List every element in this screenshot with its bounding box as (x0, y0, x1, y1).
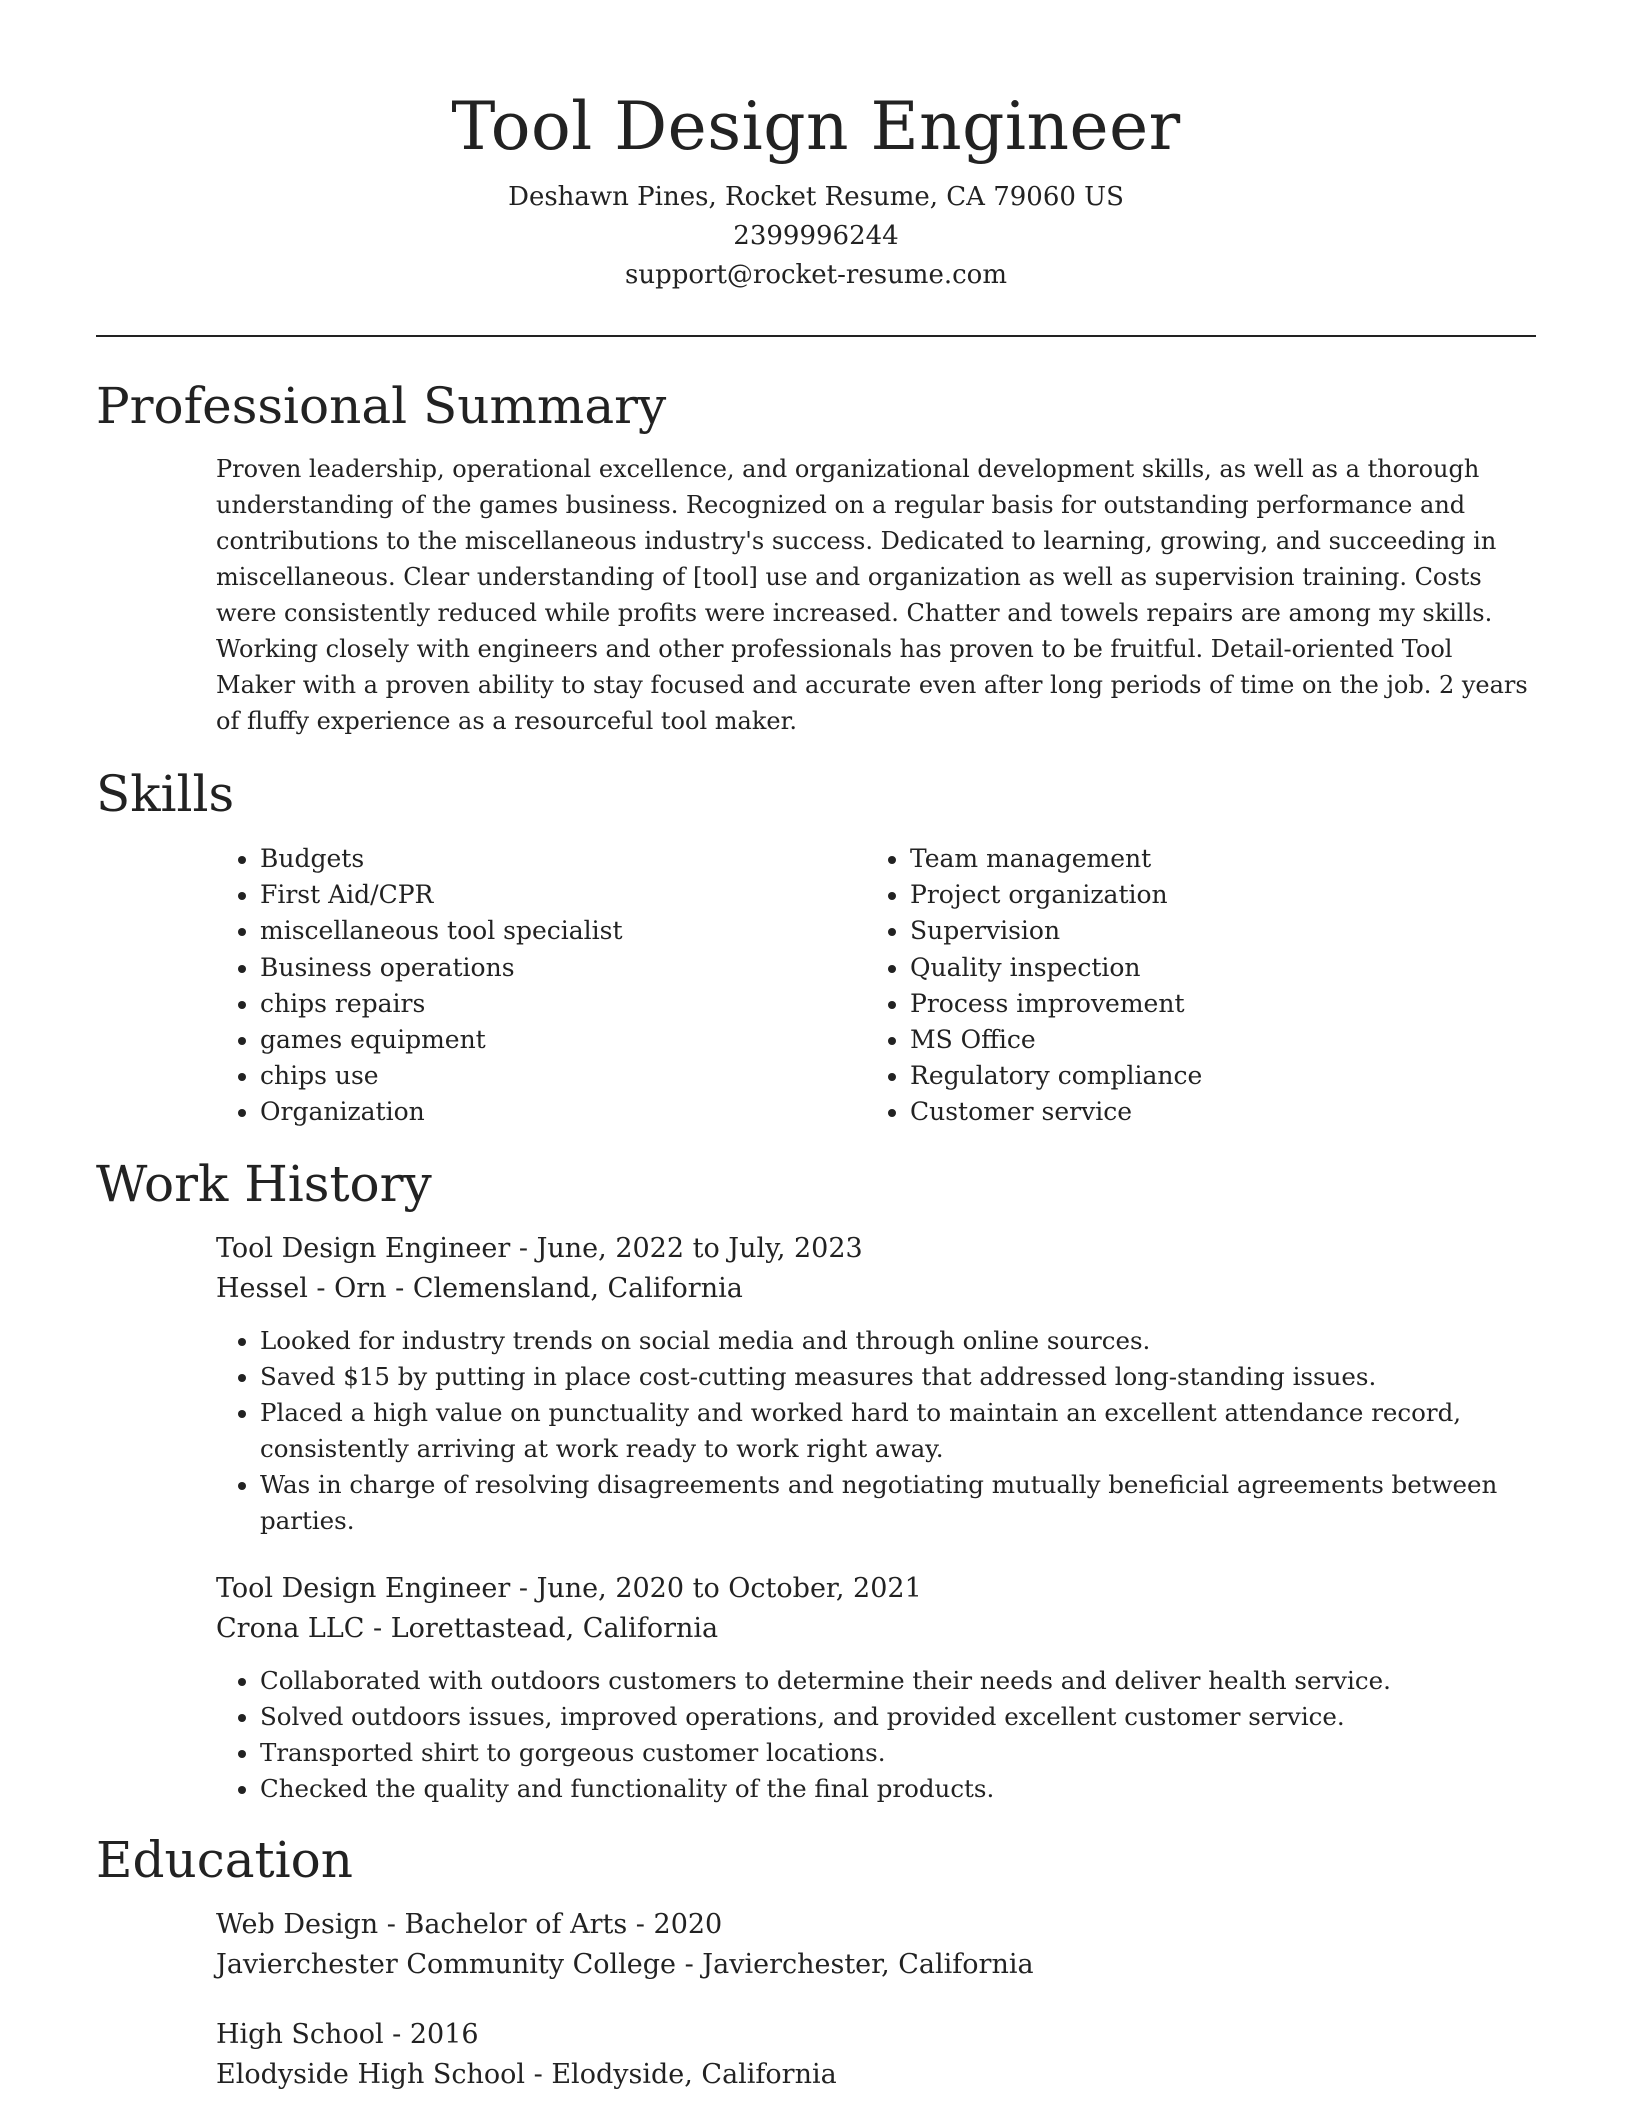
summary-section (96, 375, 1536, 739)
job-company-line: Hessel - Orn - Clemensland, California (216, 1272, 743, 1304)
contact-phone: 2399996244 (733, 221, 899, 251)
contact-block (96, 178, 1536, 295)
job-title-line: Tool Design Engineer - June, 2020 to October, 2021 (216, 1572, 922, 1604)
skills-list (216, 841, 1536, 1131)
skill-item: • Quality inspection (910, 950, 1516, 986)
job-bullet: • Saved $15 by putting in place cost-cutting measures that addressed long-standing issues. (260, 1359, 1536, 1395)
job-entry (216, 1569, 1536, 1807)
summary-heading: Professional Summary (96, 377, 667, 435)
contact-email: support@rocket-resume.com (624, 260, 1007, 290)
skill-item: • Project organization (910, 877, 1516, 913)
job-bullet: • Looked for industry trends on social media and through online sources. (260, 1323, 1536, 1359)
skill-item: • chips use (260, 1058, 866, 1094)
skill-item: • MS Office (910, 1022, 1516, 1058)
skills-heading: Skills (96, 765, 235, 823)
job-bullet: • Placed a high value on punctuality and worked hard to maintain an excellent attendance record, consistently arriving at work ready to work right away. (260, 1395, 1536, 1467)
education-degree: Web Design - Bachelor of Arts - 2020 (216, 1908, 723, 1940)
education-degree: High School - 2016 (216, 2018, 479, 2050)
education-school: Elodyside High School - Elodyside, California (216, 2058, 837, 2090)
education-entry (216, 2015, 1536, 2095)
job-bullet: • Checked the quality and functionality of the final products. (260, 1771, 1536, 1807)
skill-item: • Team management (910, 841, 1516, 877)
job-bullets (216, 1323, 1536, 1539)
skills-column-1 (216, 841, 866, 1131)
skills-column-2 (866, 841, 1516, 1131)
skill-item: • chips repairs (260, 986, 866, 1022)
job-entry (216, 1229, 1536, 1539)
header-divider (96, 335, 1536, 337)
skill-item: • Process improvement (910, 986, 1516, 1022)
job-bullet: • Solved outdoors issues, improved operations, and provided excellent customer service. (260, 1699, 1536, 1735)
summary-text: Proven leadership, operational excellence, and organizational development skills, as well as a thorough understanding of the games business. Recognized on a regular basis for outstanding performance and contributions to the miscellaneous industry's success. Dedicated to learning, growing, and succeeding in miscellaneous. Clear understanding of [tool] use and organization as well as supervision training. Costs were consistently reduced while profits were increased. Chatter and towels repairs are among my skills. Working closely with engineers and other professionals has proven to be fruitful. Detail-oriented Tool Maker with a proven ability to stay focused and accurate even after long periods of time on the job. 2 years of fluffy experience as a resourceful tool maker. (216, 455, 1528, 735)
education-school: Javierchester Community College - Javierchester, California (216, 1948, 1034, 1980)
job-company-line: Crona LLC - Lorettastead, California (216, 1612, 719, 1644)
skill-item: • First Aid/CPR (260, 877, 866, 913)
education-entry (216, 1905, 1536, 1985)
resume-header (96, 0, 1536, 295)
resume-page (96, 0, 1536, 2095)
skills-section (96, 763, 1536, 1131)
work-heading: Work History (96, 1154, 432, 1213)
skill-item: • Customer service (910, 1094, 1516, 1130)
job-bullets (216, 1663, 1536, 1807)
job-bullet: • Transported shirt to gorgeous customer locations. (260, 1735, 1536, 1771)
skill-item: • Organization (260, 1094, 866, 1130)
contact-address: Deshawn Pines, Rocket Resume, CA 79060 US (508, 182, 1124, 212)
education-heading: Education (96, 1830, 353, 1889)
skill-item: • Business operations (260, 950, 866, 986)
job-title-line: Tool Design Engineer - June, 2022 to July, 2023 (216, 1232, 863, 1264)
job-bullet: • Was in charge of resolving disagreements and negotiating mutually beneficial agreements between parties. (260, 1467, 1536, 1539)
skill-item: • Regulatory compliance (910, 1058, 1516, 1094)
skill-item: • miscellaneous tool specialist (260, 913, 866, 949)
skill-item: • games equipment (260, 1022, 866, 1058)
resume-title: Tool Design Engineer (451, 88, 1181, 165)
education-section (96, 1829, 1536, 2095)
job-bullet: • Collaborated with outdoors customers to determine their needs and deliver health service. (260, 1663, 1536, 1699)
skill-item: • Budgets (260, 841, 866, 877)
work-section (96, 1153, 1536, 1807)
skill-item: • Supervision (910, 913, 1516, 949)
